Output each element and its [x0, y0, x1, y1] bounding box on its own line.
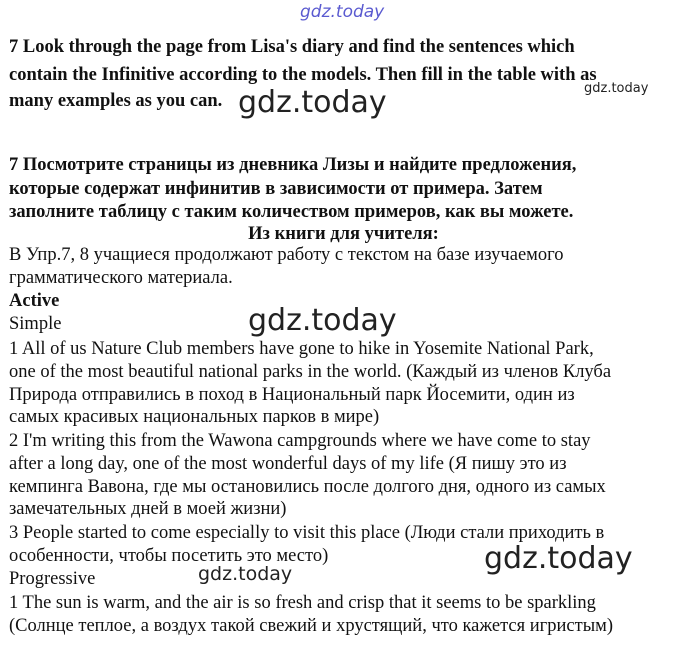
example-1-line-1: 1 All of us Nature Club members have gone to hike in Yosemite National Park, [9, 339, 594, 359]
example-1-line-3: Природа отправились в поход в Национальный парк Йосемити, один из [9, 385, 575, 405]
task-en-line-2: contain the Infinitive according to the models. Then fill in the table with as [9, 65, 597, 85]
example-2-line-2: after a long day, one of the most wonderful days of my life (Я пишу это из [9, 454, 567, 474]
task-en-line-1: 7 Look through the page from Lisa's diary and find the sentences which [9, 37, 575, 57]
example-2-line-4: замечательных дней в моей жизни) [9, 499, 287, 519]
watermark-1: gdz.today [238, 85, 387, 120]
watermark-2: gdz.today [584, 81, 649, 96]
example-3-line-1: 3 People started to come especially to visit this place (Люди стали приходить в [9, 523, 605, 543]
watermark-3: gdz.today [248, 303, 397, 338]
watermark-top: gdz.today [300, 2, 385, 22]
task-en-line-3: many examples as you can. [9, 91, 223, 111]
section-progressive: Progressive [9, 569, 96, 589]
task-ru-line-3: заполните таблицу с таким количеством примеров, как вы можете. [9, 202, 574, 222]
watermark-4: gdz.today [484, 541, 633, 576]
teacher-note-line-1: В Упр.7, 8 учащиеся продолжают работу с текстом на базе изучаемого [9, 245, 564, 265]
example-4-line-2: (Солнце теплое, а воздух такой свежий и хрустящий, что кажется игристым) [9, 616, 614, 636]
teacher-note-line-2: грамматического материала. [9, 268, 233, 288]
example-4-line-1: 1 The sun is warm, and the air is so fresh and crisp that it seems to be sparkling [9, 593, 596, 613]
example-2-line-3: кемпинга Вавона, где мы остановились после долгого дня, одного из самых [9, 477, 606, 497]
section-simple: Simple [9, 314, 62, 334]
example-1-line-4: самых красивых национальных парков в мире) [9, 407, 380, 427]
watermark-5: gdz.today [198, 563, 293, 585]
task-ru-line-1: 7 Посмотрите страницы из дневника Лизы и найдите предложения, [9, 155, 577, 175]
example-1-line-2: one of the most beautiful national parks in the world. (Каждый из членов Клуба [9, 362, 612, 382]
task-ru-line-2: которые содержат инфинитив в зависимости от примера. Затем [9, 179, 543, 199]
teacher-heading: Из книги для учителя: [248, 224, 439, 244]
example-3-line-2: особенности, чтобы посетить это место) [9, 546, 329, 566]
example-2-line-1: 2 I'm writing this from the Wawona campgrounds where we have come to stay [9, 431, 591, 451]
section-active: Active [9, 291, 60, 311]
